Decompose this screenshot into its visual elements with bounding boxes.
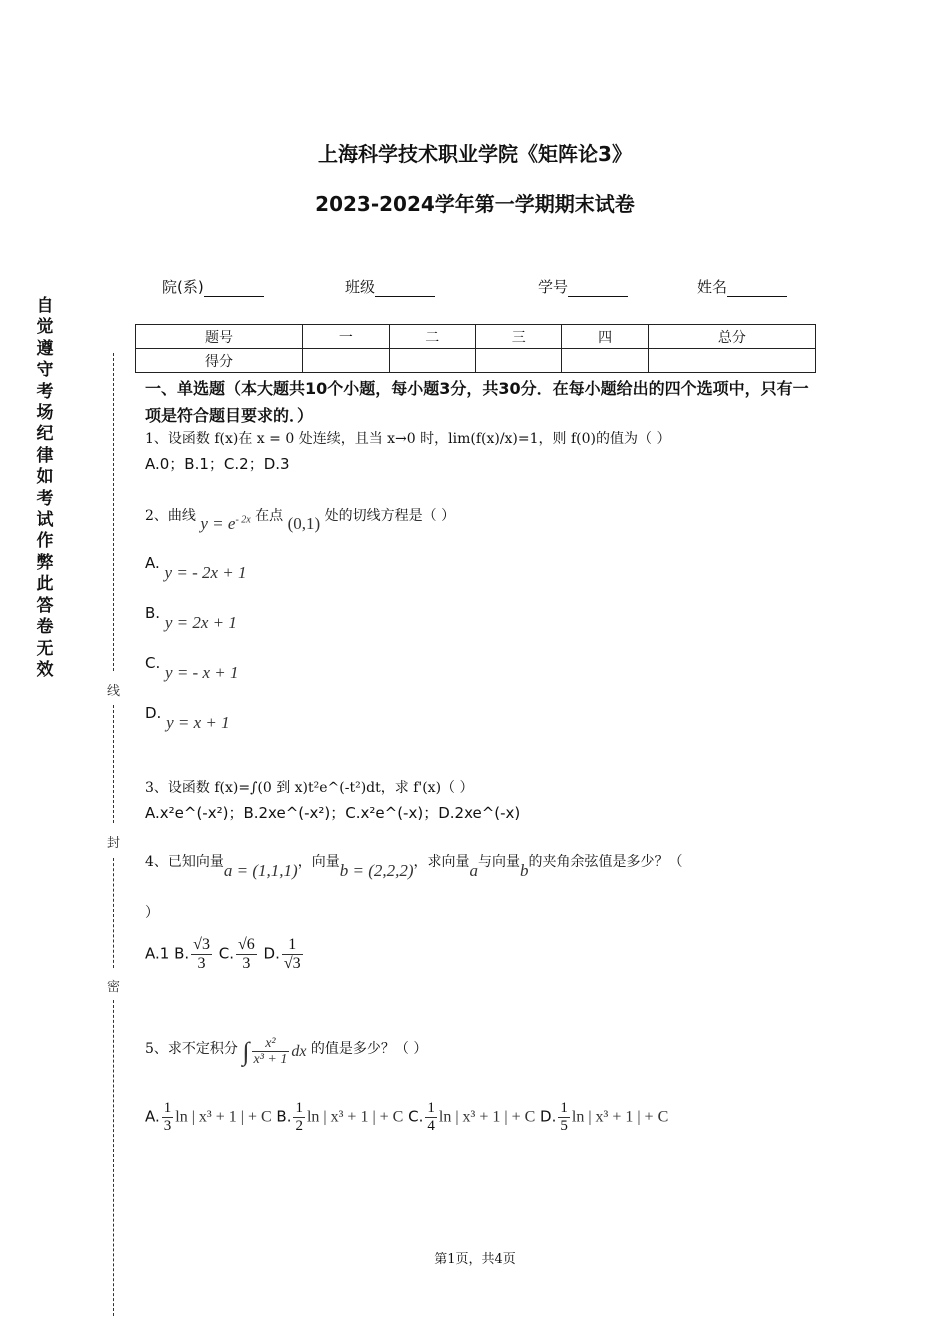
binding-dashed-line bbox=[113, 705, 114, 823]
question-5-options: A. $\frac{1}{3}$ ln | x³ + 1 | + C B. $\frac{1}{2}$ ln | x³ + 1 | + C C. $\frac{1}{4}$ ln | x³ + 1 | + C D. $\frac{1}{5}$ ln | x³ + 1 | + C bbox=[145, 1100, 669, 1134]
question-3: 3、设函数 f(x)=∫(0 到 x)t²e^(-t²)dt，求 f'(x)（ ） bbox=[145, 780, 474, 796]
table-row bbox=[136, 325, 816, 349]
line-char: 线 bbox=[107, 684, 121, 699]
score-table bbox=[135, 324, 816, 373]
secret-char: 密 bbox=[107, 980, 121, 995]
question-2-option-b: B. y = 2x + 1 bbox=[145, 604, 237, 632]
section-heading: 一、单选题（本大题共10个小题，每小题3分，共30分．在每小题给出的四个选项中，只有一项是符合题目要求的．） bbox=[145, 379, 809, 425]
class-field: 班级 bbox=[345, 276, 435, 297]
score-input-cell[interactable] bbox=[389, 349, 475, 373]
question-2-option-a: A. y = - 2x + 1 bbox=[145, 554, 247, 582]
table-cell: 得分 bbox=[136, 349, 303, 373]
table-cell: 四 bbox=[562, 325, 648, 349]
question-2: 2、曲线 $y = e^{- 2x}$ 在点 (0,1) 处的切线方程是（ ） bbox=[145, 508, 456, 533]
question-4-close: ） bbox=[145, 905, 159, 921]
score-input-cell[interactable] bbox=[303, 349, 389, 373]
binding-dashed-line bbox=[113, 1000, 114, 1316]
exam-title: 上海科学技术职业学院《矩阵论3》 bbox=[318, 142, 632, 166]
score-input-cell[interactable] bbox=[562, 349, 648, 373]
name-field: 姓名 bbox=[697, 276, 787, 297]
table-cell: 总分 bbox=[648, 325, 815, 349]
question-2-option-c: C. y = - x + 1 bbox=[145, 654, 239, 682]
department-field: 院(系) bbox=[162, 276, 264, 297]
score-input-cell[interactable] bbox=[475, 349, 561, 373]
question-1: 1、设函数 f(x)在 x = 0 处连续，且当 x→0 时，lim(f(x)/x)=1，则 f(0)的值为（ ） bbox=[145, 431, 671, 447]
score-input-cell[interactable] bbox=[648, 349, 815, 373]
binding-dashed-line bbox=[113, 353, 114, 671]
binding-dashed-line bbox=[113, 858, 114, 968]
question-1-options: A.0；B.1；C.2；D.3 bbox=[145, 455, 290, 473]
table-cell: 题号 bbox=[136, 325, 303, 349]
table-cell: 二 bbox=[389, 325, 475, 349]
question-3-options: A.x²e^(-x²)；B.2xe^(-x²)；C.x²e^(-x)；D.2xe^(-x) bbox=[145, 804, 521, 822]
table-row bbox=[136, 349, 816, 373]
student-id-field: 学号 bbox=[538, 276, 628, 297]
question-2-option-d: D. y = x + 1 bbox=[145, 704, 230, 732]
question-4: 4、已知向量a = (1,1,1)，向量b = (2,2,2)，求向量a与向量b的夹角余弦值是多少？（ bbox=[145, 854, 683, 880]
seal-char: 封 bbox=[107, 836, 121, 851]
table-cell: 一 bbox=[303, 325, 389, 349]
table-cell: 三 bbox=[475, 325, 561, 349]
page-footer: 第1页，共4页 bbox=[434, 1252, 516, 1267]
question-4-options: A.1 B. $\frac{√3}{3}$ C. $\frac{√6}{3}$ D. $\frac{1}{√3}$ bbox=[145, 936, 301, 972]
question-5: 5、求不定积分 ∫ $\frac{\text{x²}}{\text{x³ + 1}}$ dx 的值是多少？（ ） bbox=[145, 1036, 428, 1068]
exam-subtitle: 2023-2024学年第一学期期末试卷 bbox=[315, 192, 635, 216]
side-warning: 自觉遵守考场纪律如考试作弊此答卷无效 bbox=[36, 296, 54, 680]
